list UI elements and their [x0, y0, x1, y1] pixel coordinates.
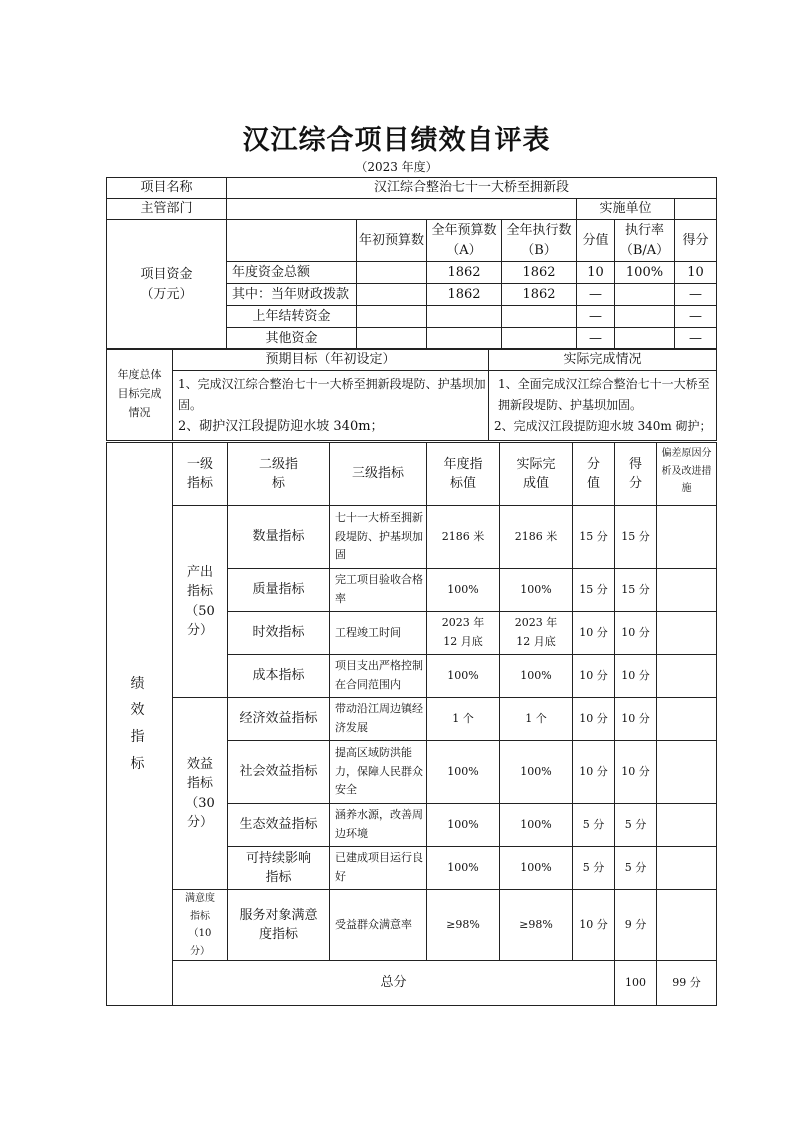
funds-header-executed: 全年执行数（B） — [502, 220, 577, 262]
impl-unit-label: 实施单位 — [577, 199, 675, 220]
funds-row-rate: 100% — [615, 262, 675, 284]
row-score: 9 分 — [615, 890, 657, 961]
row-deviation — [657, 506, 717, 569]
funds-row-name: 上年结转资金 — [227, 306, 357, 328]
row-level3: 完工项目验收合格率 — [330, 569, 427, 612]
indicators-label: 绩效指标 — [107, 443, 173, 1006]
row-level3: 已建成项目运行良好 — [330, 847, 427, 890]
row-actual: 1 个 — [500, 698, 573, 741]
row-level2: 服务对象满意度指标 — [228, 890, 330, 961]
report-year: （2023 年度） — [355, 160, 438, 174]
row-score-value: 10 分 — [573, 612, 615, 655]
row-deviation — [657, 569, 717, 612]
row-actual: 100% — [500, 741, 573, 804]
row-level3: 七十一大桥至拥新段堤防、护基坝加固 — [330, 506, 427, 569]
funds-row-budget — [427, 328, 502, 350]
header-score-value: 分值 — [573, 443, 615, 506]
row-target: 2023 年 12 月底 — [427, 612, 500, 655]
row-score: 10 分 — [615, 655, 657, 698]
row-actual: 2186 米 — [500, 506, 573, 569]
row-target: 100% — [427, 741, 500, 804]
funds-label-line1: 项目资金 — [140, 267, 193, 282]
goals-expected-header: 预期目标（年初设定） — [173, 349, 489, 371]
row-deviation — [657, 741, 717, 804]
row-actual: 100% — [500, 804, 573, 847]
funds-row-name: 年度资金总额 — [227, 262, 357, 284]
project-info-table — [106, 177, 717, 350]
row-level2: 数量指标 — [228, 506, 330, 569]
funds-row-rate — [615, 328, 675, 350]
header-level2: 二级指标 — [228, 443, 330, 506]
header-level3: 三级指标 — [330, 443, 427, 506]
funds-header-initial: 年初预算数 — [357, 220, 427, 262]
row-score: 15 分 — [615, 569, 657, 612]
row-level2: 可持续影响指标 — [228, 847, 330, 890]
row-score-value: 5 分 — [573, 847, 615, 890]
row-score-value: 10 分 — [573, 698, 615, 741]
header-score: 得分 — [615, 443, 657, 506]
funds-row-budget: 1862 — [427, 262, 502, 284]
row-level3: 涵养水源，改善周边环境 — [330, 804, 427, 847]
row-score: 10 分 — [615, 612, 657, 655]
row-actual: 2023 年 12 月底 — [500, 612, 573, 655]
group-satisfaction-label: 满意度指标（10 分） — [173, 890, 228, 961]
table-row — [107, 698, 717, 741]
row-target: 100% — [427, 569, 500, 612]
row-level2: 生态效益指标 — [228, 804, 330, 847]
funds-row-initial — [357, 284, 427, 306]
row-level3: 工程竣工时间 — [330, 612, 427, 655]
header-target: 年度指标值 — [427, 443, 500, 506]
funds-row-score-value: — — [577, 284, 615, 306]
funds-header-score-value: 分值 — [577, 220, 615, 262]
funds-header-rate: 执行率（B/A） — [615, 220, 675, 262]
funds-row-executed — [502, 328, 577, 350]
row-level3: 项目支出严格控制在合同范围内 — [330, 655, 427, 698]
row-actual: ≥98% — [500, 890, 573, 961]
funds-header-budget: 全年预算数（A） — [427, 220, 502, 262]
row-target: 2186 米 — [427, 506, 500, 569]
row-deviation — [657, 804, 717, 847]
row-actual: 100% — [500, 569, 573, 612]
goal-actual-item: 2、完成汉江段提防迎水坡 340m 砌护； — [494, 419, 712, 433]
row-score-value: 5 分 — [573, 804, 615, 847]
row-score-value: 10 分 — [573, 655, 615, 698]
funds-row-score-value: — — [577, 328, 615, 350]
row-deviation — [657, 612, 717, 655]
funds-label-line2: （万元） — [140, 286, 193, 302]
funds-row-initial — [357, 262, 427, 284]
goal-expected-item: 2、砌护汉江段提防迎水坡 340m； — [178, 419, 384, 434]
row-deviation — [657, 655, 717, 698]
goals-expected — [173, 371, 489, 441]
table-row — [107, 890, 717, 961]
row-level2: 社会效益指标 — [228, 741, 330, 804]
funds-label — [107, 220, 227, 350]
group-benefit-label: 效益指标（30分） — [173, 698, 228, 890]
row-target: ≥98% — [427, 890, 500, 961]
total-label: 总分 — [173, 961, 615, 1006]
row-level2: 成本指标 — [228, 655, 330, 698]
row-target: 100% — [427, 804, 500, 847]
funds-row-budget: 1862 — [427, 284, 502, 306]
row-score-value: 10 分 — [573, 741, 615, 804]
page-title: 汉江综合项目绩效自评表 — [242, 125, 551, 156]
row-score: 10 分 — [615, 741, 657, 804]
row-deviation — [657, 847, 717, 890]
group-output-label: 产出指标（50分） — [173, 506, 228, 698]
funds-row-executed: 1862 — [502, 262, 577, 284]
row-score: 15 分 — [615, 506, 657, 569]
total-score: 99 分 — [657, 961, 717, 1006]
funds-row-score: — — [675, 284, 717, 306]
funds-header-blank — [227, 220, 357, 262]
row-target: 100% — [427, 847, 500, 890]
row-score: 5 分 — [615, 847, 657, 890]
row-level3: 受益群众满意率 — [330, 890, 427, 961]
row-score-value: 15 分 — [573, 506, 615, 569]
goals-actual-header: 实际完成情况 — [489, 349, 717, 371]
goal-actual-item: 1、全面完成汉江综合整治七十一大桥至拥新段堤防、护基坝加固。 — [498, 377, 710, 412]
funds-header-score: 得分 — [675, 220, 717, 262]
row-score: 5 分 — [615, 804, 657, 847]
header-deviation: 偏差原因分析及改进措施 — [657, 443, 717, 506]
funds-row-score: — — [675, 306, 717, 328]
funds-row-executed: 1862 — [502, 284, 577, 306]
project-name-value: 汉江综合整治七十一大桥至拥新段 — [227, 178, 717, 199]
project-name-label: 项目名称 — [107, 178, 227, 199]
funds-row-name: 其他资金 — [227, 328, 357, 350]
indicators-table — [106, 442, 717, 1006]
funds-row-initial — [357, 328, 427, 350]
row-actual: 100% — [500, 847, 573, 890]
row-level2: 经济效益指标 — [228, 698, 330, 741]
row-deviation — [657, 890, 717, 961]
header-level1: 一级指标 — [173, 443, 228, 506]
total-row — [107, 961, 717, 1006]
funds-row-score: 10 — [675, 262, 717, 284]
row-target: 100% — [427, 655, 500, 698]
dept-label: 主管部门 — [107, 199, 227, 220]
row-level2: 质量指标 — [228, 569, 330, 612]
funds-row-initial — [357, 306, 427, 328]
table-row — [107, 506, 717, 569]
row-level2: 时效指标 — [228, 612, 330, 655]
row-actual: 100% — [500, 655, 573, 698]
row-level3: 带动沿江周边镇经济发展 — [330, 698, 427, 741]
funds-row-executed — [502, 306, 577, 328]
goals-actual — [489, 371, 717, 441]
funds-row-rate — [615, 306, 675, 328]
row-score-value: 10 分 — [573, 890, 615, 961]
goals-label: 年度总体目标完成情况 — [107, 349, 173, 441]
goals-table — [106, 348, 717, 441]
funds-row-name: 其中：当年财政拨款 — [227, 284, 357, 306]
dept-value — [227, 199, 577, 220]
funds-row-rate — [615, 284, 675, 306]
funds-row-budget — [427, 306, 502, 328]
funds-row-score-value: — — [577, 306, 615, 328]
row-level3: 提高区域防洪能力，保障人民群众安全 — [330, 741, 427, 804]
header-actual: 实际完成值 — [500, 443, 573, 506]
row-score-value: 15 分 — [573, 569, 615, 612]
total-score-value: 100 — [615, 961, 657, 1006]
goal-expected-item: 1、完成汉江综合整治七十一大桥至拥新段堤防、护基坝加固。 — [178, 377, 486, 412]
row-deviation — [657, 698, 717, 741]
row-score: 10 分 — [615, 698, 657, 741]
row-target: 1 个 — [427, 698, 500, 741]
funds-row-score: — — [675, 328, 717, 350]
funds-row-score-value: 10 — [577, 262, 615, 284]
impl-unit-value — [675, 199, 717, 220]
